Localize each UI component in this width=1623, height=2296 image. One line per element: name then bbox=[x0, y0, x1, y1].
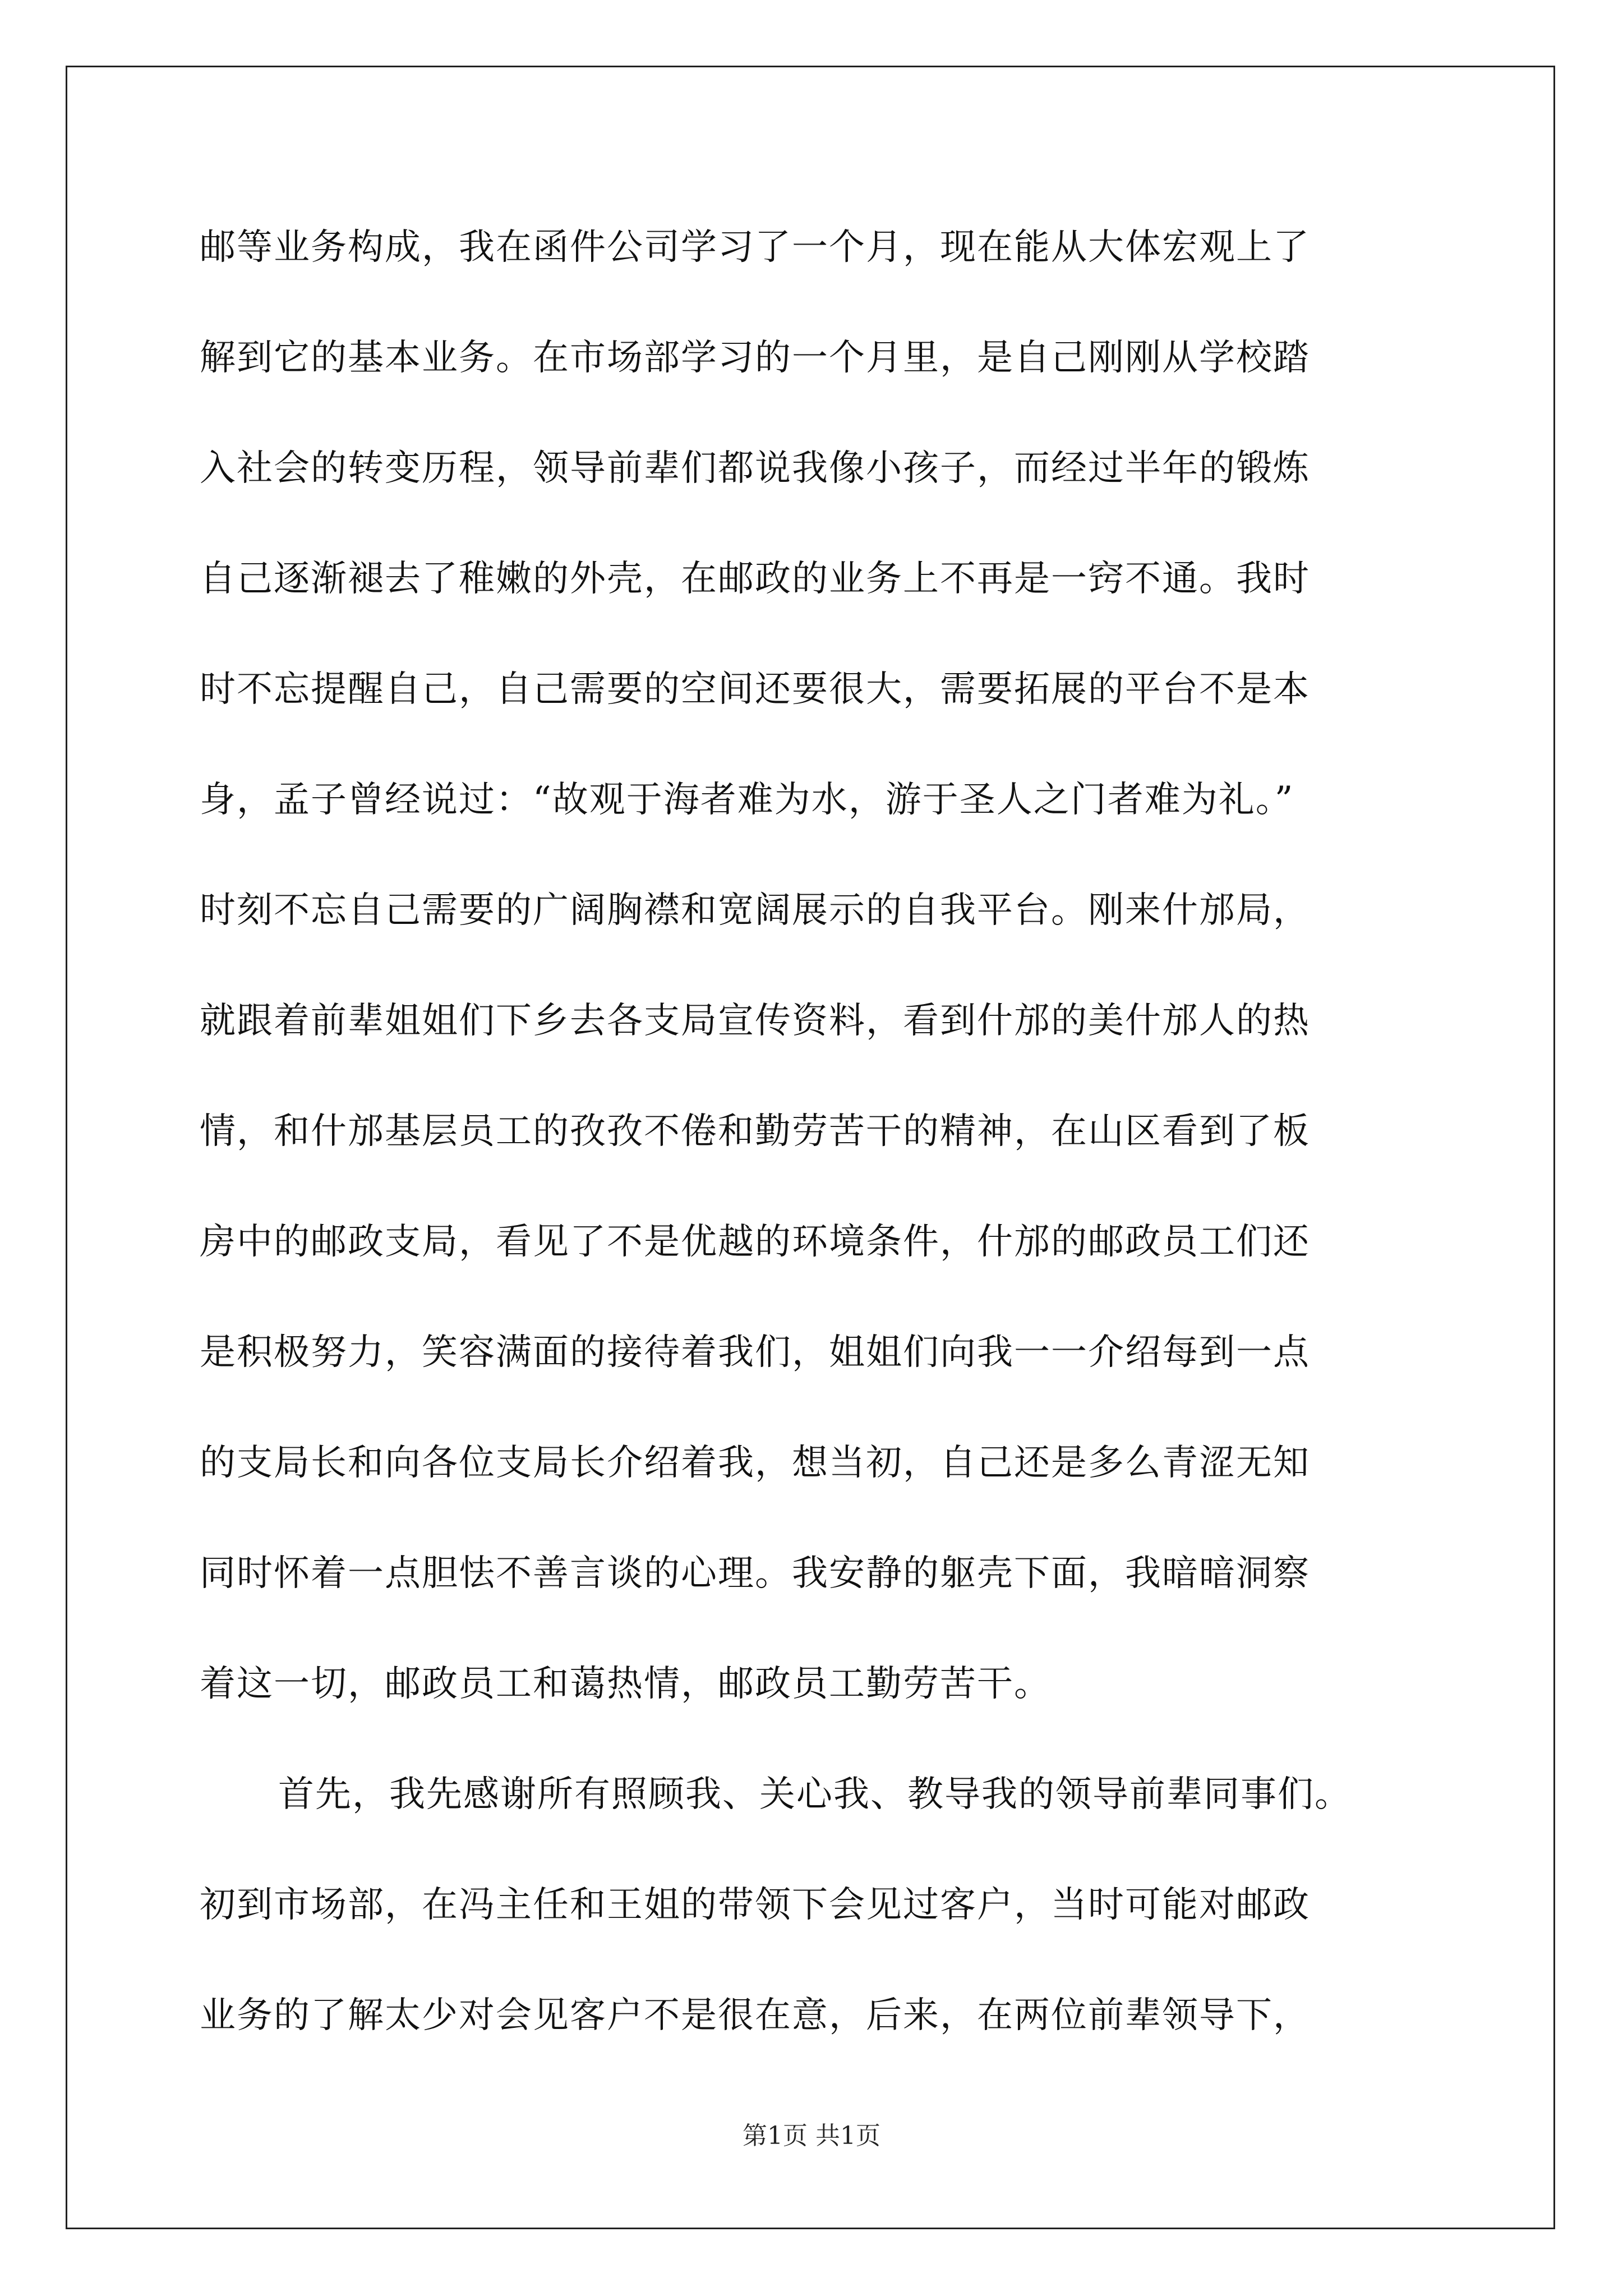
text-line: 的支局长和向各位支局长介绍着我，想当初，自己还是多么青涩无知 bbox=[200, 1442, 1310, 1484]
text-line: 业务的了解太少对会见客户不是很在意，后来，在两位前辈领导下， bbox=[200, 1995, 1310, 2036]
text-line: 就跟着前辈姐姐们下乡去各支局宣传资料，看到什邡的美什邡人的热 bbox=[200, 1000, 1310, 1042]
text-line: 初到市场部，在冯主任和王姐的带领下会见过客户，当时可能对邮政 bbox=[200, 1884, 1310, 1926]
text-line: 邮等业务构成，我在函件公司学习了一个月，现在能从大体宏观上了 bbox=[200, 227, 1310, 268]
text-line: 同时怀着一点胆怯不善言谈的心理。我安静的躯壳下面，我暗暗洞察 bbox=[200, 1553, 1310, 1594]
text-line: 房中的邮政支局，看见了不是优越的环境条件，什邡的邮政员工们还 bbox=[200, 1221, 1310, 1263]
text-line: 着这一切，邮政员工和蔼热情，邮政员工勤劳苦干。 bbox=[200, 1663, 1051, 1705]
text-line: 是积极努力，笑容满面的接待着我们，姐姐们向我一一介绍每到一点 bbox=[200, 1332, 1310, 1373]
text-line: 入社会的转变历程，领导前辈们都说我像小孩子，而经过半年的锻炼 bbox=[200, 448, 1310, 489]
page-number-footer: 第1页 共1页 bbox=[743, 2122, 880, 2150]
text-line: 自己逐渐褪去了稚嫩的外壳，在邮政的业务上不再是一窍不通。我时 bbox=[200, 558, 1310, 600]
text-line: 解到它的基本业务。在市场部学习的一个月里，是自己刚刚从学校踏 bbox=[200, 337, 1310, 379]
paragraph-first-line: 首先，我先感谢所有照顾我、关心我、教导我的领导前辈同事们。 bbox=[278, 1774, 1352, 1815]
text-line: 时刻不忘自己需要的广阔胸襟和宽阔展示的自我平台。刚来什邡局， bbox=[200, 890, 1310, 931]
text-line: 身，孟子曾经说过：“故观于海者难为水，游于圣人之门者难为礼。” bbox=[200, 779, 1294, 821]
text-line: 情，和什邡基层员工的孜孜不倦和勤劳苦干的精神，在山区看到了板 bbox=[200, 1111, 1310, 1152]
text-line: 时不忘提醒自己，自己需要的空间还要很大，需要拓展的平台不是本 bbox=[200, 669, 1310, 710]
